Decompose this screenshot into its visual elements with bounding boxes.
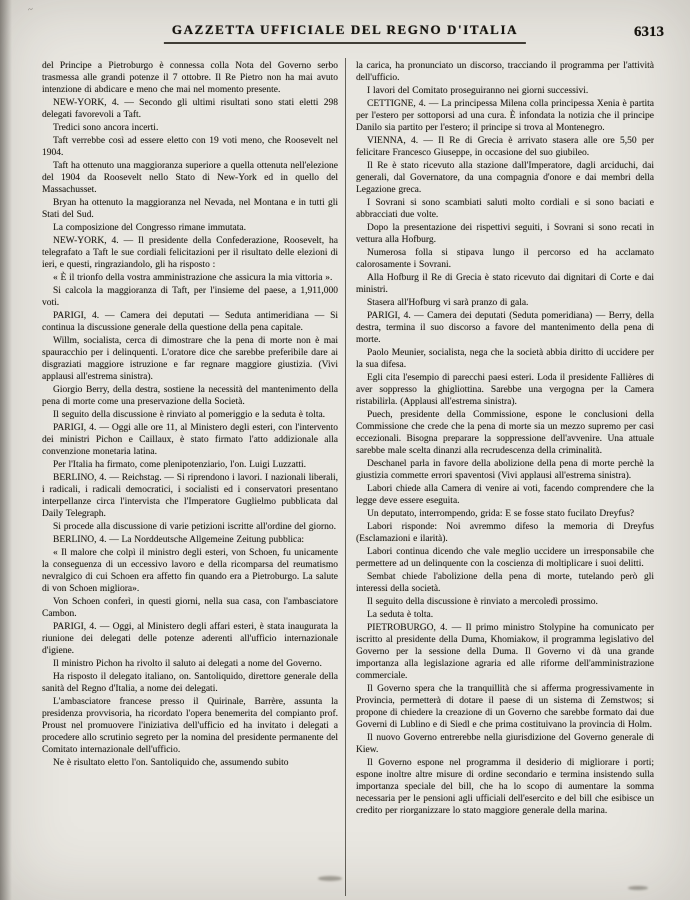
paragraph: Alla Hofburg il Re di Grecia è stato ricevuto dai dignitari di Corte e dai ministri. (356, 273, 654, 295)
paragraph: Tredici sono ancora incerti. (53, 123, 159, 133)
paragraph: Puech, presidente della Commissione, espone le conclusioni della Commissione che crede che la pena di morte sia un mezzo supremo per casi eccezionali. Bisogna preparare la soppressione dell'avvenire. Una attuale sarebbe male scelta dinanzi alla recrudescenza della criminalità. (356, 410, 654, 456)
paragraph: Per l'Italia ha firmato, come plenipotenziario, l'on. Luigi Luzzatti. (53, 460, 307, 470)
paragraph: NEW-YORK, 4. — Il presidente della Confederazione, Roosevelt, ha telegrafato a Taft le sue cordiali felicitazioni per il risultato delle elezioni di ieri, e questi, ringraziandolo, gli ha risposto : (42, 236, 338, 270)
paragraph: Deschanel parla in favore della abolizione della pena di morte perchè la giustizia commette errori spaventosi (Vivi applausi all'estrema sinistra). (356, 459, 654, 481)
paragraph: PARIGI, 4. — Camera dei deputati (Seduta pomeridiana) — Berry, della destra, termina il suo discorso a favore del mantenimento della pena di morte. (356, 311, 654, 345)
paragraph: Il seguito della discussione è rinviato a mercoledì prossimo. (367, 597, 598, 607)
paragraph: Willm, socialista, cerca di dimostrare che la pena di morte non è mai spauracchio per i delinquenti. L'oratore dice che sarebbe preferibile dare ai disgraziati maggiore istruzione e far regnare maggiore giustizia. (Vivi applausi all'estrema sinistra). (42, 336, 338, 382)
paragraph: Egli cita l'esempio di parecchi paesi esteri. Loda il presidente Fallières di aver soppresso la ghigliottina. Sarebbe una vergogna per la Camera ristabilirla. (Applausi all'estrema sinistra). (356, 373, 654, 407)
paragraph: Numerosa folla si stipava lungo il percorso ed ha acclamato calorosamente i Sovrani. (356, 248, 654, 270)
paragraph: Paolo Meunier, socialista, nega che la società abbia diritto di uccidere per la sua difesa. (356, 348, 654, 370)
masthead (0, 16, 690, 54)
paragraph: Il Governo espone nel programma il desiderio di migliorare i porti; espone inoltre altre misure di ordine secondario e termina insistendo sulla importanza speciale del bill, che ha lo scopo di aumentare la somma necessaria per le pensioni agli ufficiali dell'esercito e del bill che esibisce un credito per riorganizzare lo stato maggiore generale della marina. (356, 758, 654, 816)
paragraph: Si calcola la maggioranza di Taft, per l'insieme del paese, a 1,911,000 voti. (42, 286, 338, 308)
paragraph: Labori risponde: Noi avremmo difeso la memoria di Dreyfus (Esclamazioni e ilarità). (356, 522, 654, 544)
paragraph: Ha risposto il delegato italiano, on. Santoliquido, direttore generale della sanità del Regno d'Italia, a nome dei delegati. (42, 672, 338, 694)
column-left (42, 60, 338, 898)
paragraph: Il nuovo Governo entrerebbe nella giurisdizione del Governo generale di Kiew. (356, 733, 654, 755)
paragraph: Il Governo spera che la tranquillità che si afferma progressivamente in Provincia, permetterà di dotare il paese di un sistema di Zemstwos; si propone di chiedere la creazione di un Governo che sarebbe formato dai due Governi di Lublino e di Siedl e che prima costituivano la provincia di Holm. (356, 684, 654, 730)
paragraph: Giorgio Berry, della destra, sostiene la necessità del mantenimento della pena di morte come una preservazione della Società. (42, 385, 338, 407)
paragraph: PARIGI, 4. — Camera dei deputati — Seduta antimeridiana — Si continua la discussione generale della questione della pena capitale. (42, 311, 338, 333)
paragraph: Un deputato, interrompendo, grida: E se fosse stato fucilato Dreyfus? (367, 509, 635, 519)
newspaper-title: GAZZETTA UFFICIALE DEL REGNO D'ITALIA (164, 22, 526, 44)
column-right (356, 60, 654, 898)
paragraph: L'ambasciatore francese presso il Quirinale, Barrère, assunta la presidenza provvisoria, ha ricordato l'opera benemerita del compianto prof. Proust nel promuovere l'iniziativa dell'ufficio ed ha invitato i delegati a procedere allo scrutinio segreto per la nomina del presidente permanente del Comitato internazionale dell'ufficio. (42, 697, 338, 755)
paragraph: Labori chiede alla Camera di venire ai voti, facendo comprendere che la legge deve essere eseguita. (356, 484, 654, 506)
paragraph: Il Re è stato ricevuto alla stazione dall'Imperatore, dagli arciduchi, dai generali, dal Governatore, da una compagnia d'onore e dai membri della Legazione greca. (356, 161, 654, 195)
paragraph: Von Schoen conferì, in questi giorni, nella sua casa, con l'ambasciatore Cambon. (42, 597, 338, 619)
paragraph: PARIGI, 4. — Oggi alle ore 11, al Ministero degli esteri, con l'intervento dei ministri Pichon e Caillaux, è stato firmato l'atto addizionale alla convenzione monetaria latina. (42, 423, 338, 457)
paragraph: Taft verrebbe così ad essere eletto con 19 voti meno, che Roosevelt nel 1904. (42, 136, 338, 158)
paragraph: Stasera all'Hofburg vi sarà pranzo di gala. (367, 298, 529, 308)
scan-smudge (318, 876, 342, 881)
paragraph: PARIGI, 4. — Oggi, al Ministero degli affari esteri, è stata inaugurata la riunione dei delegati delle potenze aderenti all'ufficio internazionale d'igiene. (42, 622, 338, 656)
paragraph: Ne è risultato eletto l'on. Santoliquido che, assumendo subito (53, 758, 289, 768)
paragraph: Bryan ha ottenuto la maggioranza nel Nevada, nel Montana e in tutti gli Stati del Sud. (42, 198, 338, 220)
paragraph: Si procede alla discussione di varie petizioni iscritte all'ordine del giorno. (53, 522, 336, 532)
paragraph: BERLINO, 4. — La Norddeutsche Allgemeine Zeitung pubblica: (53, 535, 305, 545)
paragraph: NEW-YORK, 4. — Secondo gli ultimi risultati sono stati eletti 298 delegati favorevoli a Taft. (42, 98, 338, 120)
paragraph: « È il trionfo della vostra amministrazione che assicura la mia vittoria ». (53, 273, 333, 283)
scan-smudge (628, 886, 648, 890)
scan-pen-mark: ~ (27, 3, 34, 15)
paragraph: La seduta è tolta. (367, 610, 434, 620)
column-divider (345, 58, 346, 896)
paragraph: PIETROBURGO, 4. — Il primo ministro Stolypine ha comunicato per iscritto al presidente della Duma, Khomiakow, il programma legislativo del Governo per la sessione della Duma. Il Governo vi dà una grande importanza alla legislazione agraria ed alle riforme dell'amministrazione commerciale. (356, 623, 654, 681)
paragraph: I lavori del Comitato proseguiranno nei giorni successivi. (367, 86, 589, 96)
scan-gutter-shadow (0, 0, 12, 900)
paragraph: VIENNA, 4. — Il Re di Grecia è arrivato stasera alle ore 5,50 per felicitare Francesco Giuseppe, in occasione del suo giubileo. (356, 136, 654, 158)
paragraph: BERLINO, 4. — Reichstag. — Si riprendono i lavori. I nazionali liberali, i radicali, i radicali democratici, i socialisti ed i conservatori presentano interpellanze circa l'intervista che l'Imperatore Guglielmo pubblicata dal Daily Telegraph. (42, 473, 338, 519)
paragraph: Il seguito della discussione è rinviato al pomeriggio e la seduta è tolta. (53, 410, 326, 420)
paragraph: Dopo la presentazione dei rispettivi seguiti, i Sovrani si sono recati in vettura alla Hofburg. (356, 223, 654, 245)
page-number: 6313 (634, 24, 664, 40)
paragraph: Taft ha ottenuto una maggioranza superiore a quella ottenuta nell'elezione del 1904 da Roosevelt nello Stato di New-York ed in quello del Massachusset. (42, 161, 338, 195)
paragraph: « Il malore che colpì il ministro degli esteri, von Schoen, fu unicamente la conseguenza di un eccessivo lavoro e della ricomparsa del reumatismo nevralgico di cui Schoen era affetto fin quando era a Pietroburgo. La salute di von Schoen migliora». (42, 548, 338, 594)
paragraph: Labori continua dicendo che vale meglio uccidere un irresponsabile che permettere ad un delinquente con la coscienza di moltiplicare i suoi delitti. (356, 547, 654, 569)
paragraph: CETTIGNE, 4. — La principessa Milena colla principessa Xenia è partita per l'estero per sottoporsi ad una cura. È infondata la notizia che il principe Danilo sia partito per l'estero; il principe si trova al Montenegro. (356, 99, 654, 133)
paragraph: Il ministro Pichon ha rivolto il saluto ai delegati a nome del Governo. (53, 659, 322, 669)
paragraph: La composizione del Congresso rimane immutata. (53, 223, 247, 233)
paragraph: del Principe a Pietroburgo è connessa colla Nota del Governo serbo trasmessa alle grandi potenze il 7 ottobre. Il Re Pietro non ha mai avuto intenzione di abdicare e meno che mai nel momento presente. (42, 61, 338, 95)
paragraph: I Sovrani si sono scambiati saluti molto cordiali e si sono baciati e abbracciati due volte. (356, 198, 654, 220)
paragraph: Sembat chiede l'abolizione della pena di morte, tutelando però gli interessi della società. (356, 572, 654, 594)
paragraph: la carica, ha pronunciato un discorso, tracciando il programma per l'attività dell'ufficio. (356, 61, 654, 83)
